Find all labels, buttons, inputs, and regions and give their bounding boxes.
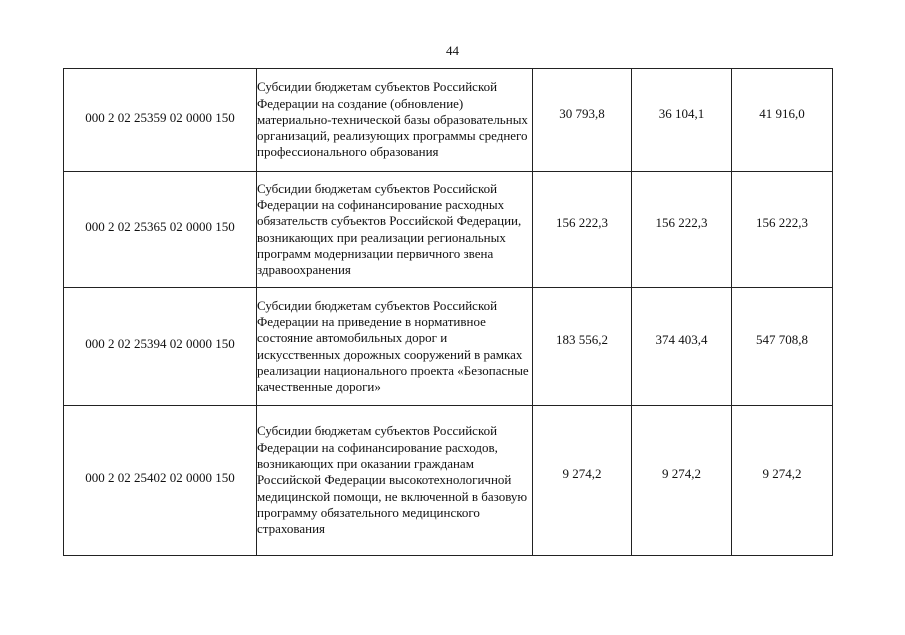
value-cell-year3: 547 708,8 (732, 288, 833, 406)
value-cell-year3: 41 916,0 (732, 69, 833, 172)
table-row (64, 172, 833, 288)
value-cell-year2: 156 222,3 (632, 172, 732, 288)
description-cell: Субсидии бюджетам субъектов Российской Федерации на софинансирование расходов, возникающих при оказании гражданам Российской Федерации высокотехнологичной медицинской помощи, не включенной в базовую программу обязательного медицинского страхования (257, 406, 533, 556)
value-cell-year2: 36 104,1 (632, 69, 732, 172)
description-cell: Субсидии бюджетам субъектов Российской Федерации на приведение в нормативное состояние автомобильных дорог и искусственных дорожных сооружений в рамках реализации национального проекта «Безопасные качественные дороги» (257, 288, 533, 406)
value-cell-year1: 30 793,8 (533, 69, 632, 172)
value-cell-year1: 183 556,2 (533, 288, 632, 406)
page-number: 44 (446, 43, 459, 58)
value-cell-year3: 9 274,2 (732, 406, 833, 556)
table-row (64, 288, 833, 406)
budget-code-cell: 000 2 02 25359 02 0000 150 (64, 69, 257, 172)
value-cell-year2: 9 274,2 (632, 406, 732, 556)
value-cell-year1: 9 274,2 (533, 406, 632, 556)
value-cell-year2: 374 403,4 (632, 288, 732, 406)
table-row (64, 406, 833, 556)
description-cell: Субсидии бюджетам субъектов Российской Федерации на софинансирование расходных обязательств субъектов Российской Федерации, возникающих при реализации региональных программ модернизации первичного звена здравоохранения (257, 172, 533, 288)
budget-code-cell: 000 2 02 25394 02 0000 150 (64, 288, 257, 406)
value-cell-year1: 156 222,3 (533, 172, 632, 288)
budget-code-cell: 000 2 02 25402 02 0000 150 (64, 406, 257, 556)
table-row (64, 69, 833, 172)
budget-code-cell: 000 2 02 25365 02 0000 150 (64, 172, 257, 288)
budget-table (63, 68, 833, 556)
description-cell: Субсидии бюджетам субъектов Российской Федерации на создание (обновление) материально-технической базы образовательных организаций, реализующих программы среднего профессионального образования (257, 69, 533, 172)
value-cell-year3: 156 222,3 (732, 172, 833, 288)
